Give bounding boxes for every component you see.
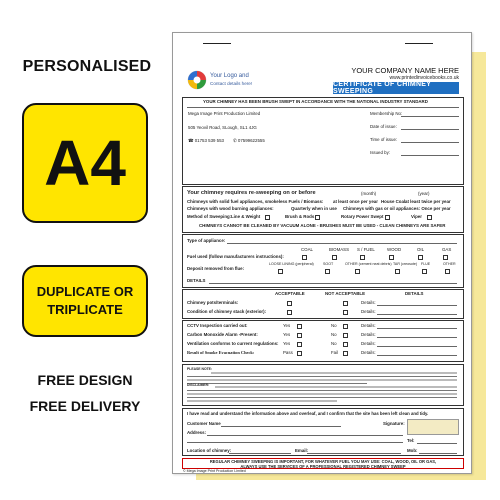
year-label: (year) <box>418 191 430 196</box>
deposit-lining-checkbox[interactable] <box>278 269 283 274</box>
wood-rule: Chimneys with wood burning appliances: <box>187 206 274 211</box>
chimney-pots-details-field[interactable] <box>377 305 457 306</box>
chimney-stack-details-field[interactable] <box>377 314 457 315</box>
deposit-col-tar: TAR (creosote) <box>393 262 418 266</box>
house-coal-label: House Coal: <box>381 199 407 204</box>
method-rotary-checkbox[interactable] <box>385 215 390 220</box>
fold-mark-right <box>405 43 433 44</box>
method-brush-rods-checkbox[interactable] <box>315 215 320 220</box>
house-coal-frequency: at least twice per year <box>405 199 451 204</box>
wood-frequency: Quarterly when in use <box>291 206 337 211</box>
chimney-stack-details-label: Details: <box>361 309 376 314</box>
appliance-details-field[interactable] <box>209 283 457 284</box>
mob-field[interactable] <box>419 453 457 454</box>
company-name: YOUR COMPANY NAME HERE <box>351 66 459 75</box>
headline: PERSONALISED <box>22 58 152 75</box>
phone-2: ✆ 07599622555 <box>233 138 265 143</box>
fuel-col-sfuel: S / FUEL <box>357 247 375 252</box>
fuel-sfuel-checkbox[interactable] <box>360 255 365 260</box>
customer-section <box>182 408 464 456</box>
vacuum-note: CHIMNEYS CANNOT BE CLEANED BY VACUUM ALONE - BRUSHES MUST BE USED - CLEAN CHIMNEYS ARE SAFER <box>199 223 446 228</box>
signature-box[interactable] <box>407 419 459 435</box>
deposit-other-checkbox[interactable] <box>355 269 360 274</box>
certificate-title: CERTIFICATE OF CHIMNEY SWEEPING <box>333 82 459 94</box>
signature-label: Signature: <box>383 421 405 426</box>
fuel-biomass-checkbox[interactable] <box>332 255 337 260</box>
chimney-pots-details-label: Details: <box>361 300 376 305</box>
time-of-issue-field[interactable] <box>401 142 459 143</box>
fuel-gas-checkbox[interactable] <box>443 255 448 260</box>
fuel-coal-checkbox[interactable] <box>302 255 307 260</box>
method-rotary: Rotary Power Swept <box>341 214 384 219</box>
appliance-type-field[interactable] <box>227 243 457 244</box>
tel-label: Tel: <box>407 438 415 443</box>
phone-1: ☎ 01753 539 553 <box>188 138 225 143</box>
fuel-col-coal: COAL <box>301 247 313 252</box>
mob-label: Mob: <box>407 448 418 453</box>
deposit-col-soot: SOOT <box>323 262 334 266</box>
fuel-col-wood: WOOD <box>387 247 402 252</box>
deposit-label: Deposit removed from flue: <box>187 266 245 271</box>
footer-line-1: REGULAR CHIMNEY SWEEPING IS IMPORTANT, FOR WHATEVER FUEL YOU MAY USE: COAL, WOOD, OIL OR GAS, <box>209 459 437 464</box>
size-badge-label: A4 <box>44 127 126 199</box>
appliance-type-label: Type of appliance: <box>187 238 226 243</box>
chimney-stack-not-acceptable[interactable] <box>343 310 348 315</box>
cctv-no-checkbox[interactable] <box>343 324 348 329</box>
customer-name-label: Customer Name <box>187 421 221 426</box>
time-of-issue-label: Time of issue: <box>370 137 398 142</box>
method-label: Method of Sweeping: <box>187 214 232 219</box>
ventilation-details-field[interactable] <box>377 346 457 347</box>
condition-section <box>182 289 464 319</box>
notes-section <box>182 364 464 406</box>
smoke-fail-checkbox[interactable] <box>343 351 348 356</box>
co-alarm-details-field[interactable] <box>377 337 457 338</box>
deposit-flue-checkbox[interactable] <box>422 269 427 274</box>
website: www.printedinvoicebooks.co.uk <box>389 75 459 81</box>
email-label: Email: <box>295 448 309 453</box>
email-field[interactable] <box>307 453 401 454</box>
fuel-wood-checkbox[interactable] <box>389 255 394 260</box>
appliance-details-label: DETAILS <box>187 278 206 283</box>
location-label: Location of chimney: <box>187 448 232 453</box>
deposit-tar-checkbox[interactable] <box>395 269 400 274</box>
logo-icon <box>187 70 207 90</box>
condition-col-acceptable: ACCEPTABLE <box>275 291 305 296</box>
fuel-used-label: Fuel used (follow manufacturers instructions): <box>187 254 284 259</box>
deposit-other-2-checkbox[interactable] <box>445 269 450 274</box>
address-line-1: Mega Image Print Production Limited <box>188 111 261 116</box>
method-brush-rods: Brush & Rods <box>285 214 315 219</box>
deposit-col-other-2: OTHER <box>443 262 456 266</box>
address-line-2: 505 Yeovil Road, SLough, SL1 4JG <box>188 125 257 130</box>
footer-line-2: ALWAYS USE THE SERVICES OF A PROFESSIONAL REGISTERED CHIMNEY SWEEP <box>240 463 406 469</box>
method-line-weight: Line & Weight <box>231 214 261 219</box>
condition-col-not-acceptable: NOT ACCEPTABLE <box>325 291 366 296</box>
deposit-soot-checkbox[interactable] <box>325 269 330 274</box>
method-viper-checkbox[interactable] <box>427 215 432 220</box>
disclaimer-heading: DISCLAIMER: <box>187 383 210 387</box>
date-of-issue-field[interactable] <box>401 129 459 130</box>
chimney-pots-acceptable[interactable] <box>287 301 292 306</box>
logo-text: Your Logo and <box>210 73 249 79</box>
fuel-oil-checkbox[interactable] <box>418 255 423 260</box>
copies-badge <box>22 265 148 337</box>
issued-by-label: Issued by: <box>370 150 391 155</box>
small-print-text <box>187 372 459 404</box>
smoke-pass-checkbox[interactable] <box>297 351 302 356</box>
logo-subtext: Contact details here! <box>210 81 253 86</box>
co-alarm-no-checkbox[interactable] <box>343 333 348 338</box>
checks-section: CCTV Inspection carried out: Yes No Details: Carbon Monoxide Alarm -Present: Yes No Details: Ventilation conforms to current regulations: Yes No Details: Result of Smoke Evacuation Check: Pass Fail Details: <box>182 320 464 362</box>
feature-free-delivery: FREE DELIVERY <box>29 398 141 414</box>
issued-by-field[interactable] <box>401 155 459 156</box>
ventilation-no-checkbox[interactable] <box>343 342 348 347</box>
feature-free-design: FREE DESIGN <box>37 372 133 388</box>
location-field[interactable] <box>229 453 291 454</box>
membership-label: Membership No: <box>370 111 403 116</box>
chimney-pots-label: Chimney pots/terminals: <box>187 300 239 305</box>
fold-mark-left <box>203 43 231 44</box>
agreement-text: I have read and understand the information above and overleaf, and I confirm that the site has been left clean and tidy. <box>187 411 429 416</box>
method-viper: Viper <box>411 214 422 219</box>
deposit-col-flue: FLUE <box>421 262 431 266</box>
notes-heading: PLEASE NOTE: <box>187 367 213 371</box>
smoke-details-field[interactable] <box>377 355 457 356</box>
address-section <box>182 97 464 185</box>
chimney-stack-acceptable[interactable] <box>287 310 292 315</box>
chimney-stack-label: Condition of chimney stack (exterior): <box>187 309 267 314</box>
cctv-details-field[interactable] <box>377 328 457 329</box>
deposit-col-other: OTHER (cement neat debris) <box>345 262 392 266</box>
method-line-weight-checkbox[interactable] <box>265 215 270 220</box>
cctv-yes-checkbox[interactable] <box>297 324 302 329</box>
deposit-col-lining: LOOSE LINING (peripheral) <box>269 262 314 266</box>
address-label: Address: <box>187 430 207 435</box>
gas-oil-rule: Chimneys with gas or oil appliances: Once per year <box>343 206 451 211</box>
swept-statement: YOUR CHIMNEY HAS BEEN BRUSH SWEPT IN ACCORDANCE WITH THE NATIONAL INDUSTRY STANDARD <box>203 99 428 104</box>
condition-col-details: DETAILS <box>405 291 424 296</box>
month-label: (month) <box>361 191 377 196</box>
appliance-section <box>182 234 464 288</box>
size-badge <box>22 103 148 223</box>
fuel-col-gas: GAS <box>442 247 452 252</box>
form-sheet <box>172 32 472 474</box>
solid-fuel-frequency: at least once per year <box>333 199 378 204</box>
customer-name-field[interactable] <box>221 426 341 427</box>
fuel-col-oil: OIL <box>417 247 425 252</box>
resweep-heading: Your chimney requires re-sweeping on or before <box>187 190 316 196</box>
membership-field[interactable] <box>401 116 459 117</box>
solid-fuel-rule: Chimneys with solid fuel appliances, smokeless Fuels / Biomass: <box>187 199 324 204</box>
chimney-pots-not-acceptable[interactable] <box>343 301 348 306</box>
fuel-col-biomass: BIOMASS <box>329 247 350 252</box>
footer-banner <box>182 458 464 469</box>
ventilation-yes-checkbox[interactable] <box>297 342 302 347</box>
copies-badge-label: DUPLICATE OR TRIPLICATE <box>36 284 134 317</box>
resweep-section <box>182 186 464 233</box>
address-field-2[interactable] <box>187 442 403 443</box>
promo-panel <box>0 0 170 500</box>
address-field[interactable] <box>207 435 403 436</box>
tel-field[interactable] <box>417 443 457 444</box>
copyright: © Mega Image Print Production Limited <box>183 469 246 473</box>
date-of-issue-label: Date of issue: <box>370 124 397 129</box>
co-alarm-yes-checkbox[interactable] <box>297 333 302 338</box>
